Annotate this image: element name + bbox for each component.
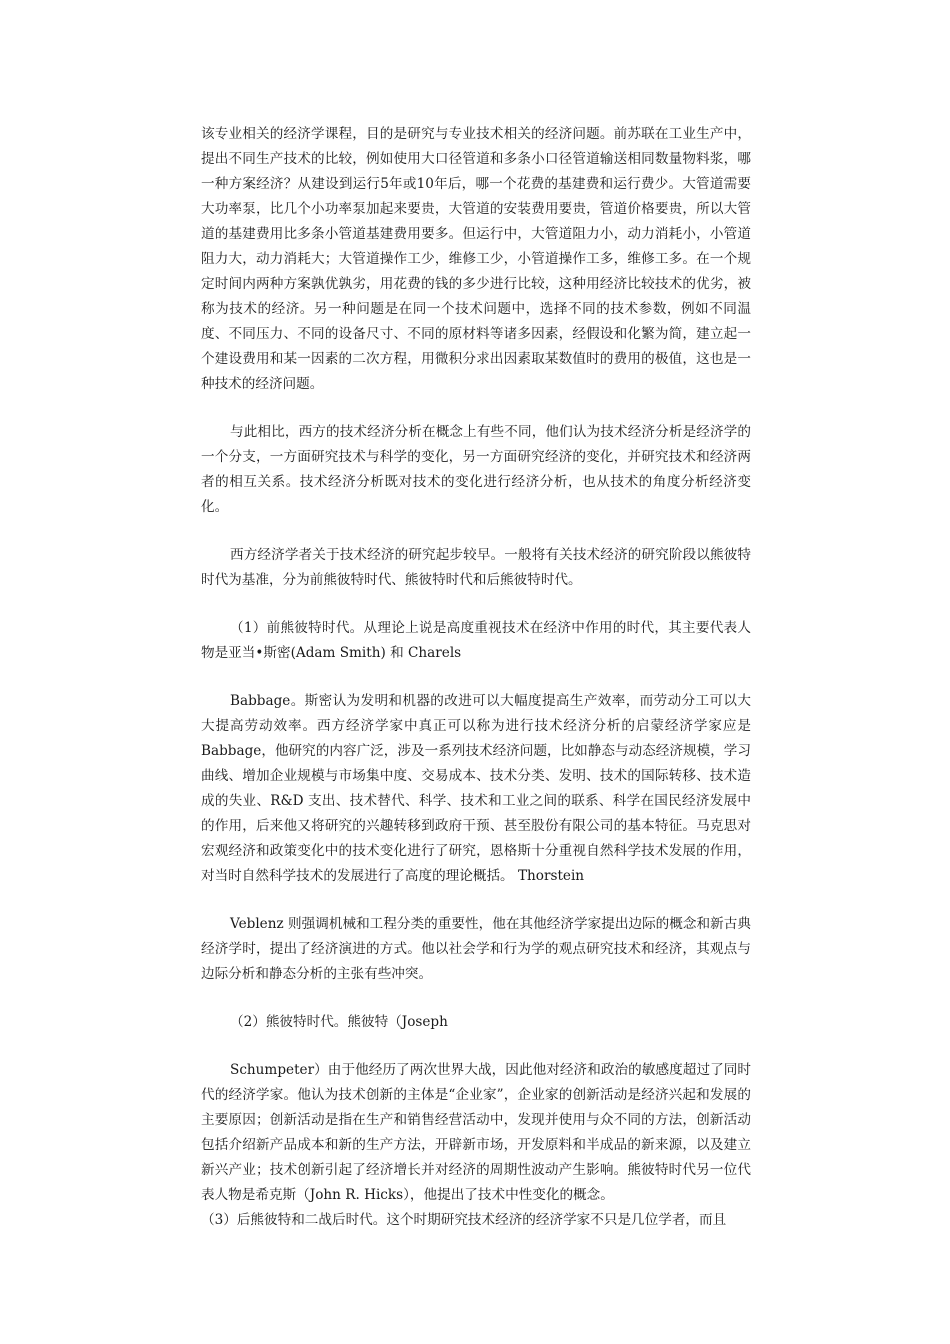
paragraph-veblen: Veblenz 则强调机械和工程分类的重要性，他在其他经济学家提出边际的概念和新古典经济学时，提出了经济演进的方式。他以社会学和行为学的观点研究技术和经济，其观点与边际分析和静态分析的主张有些冲突。: [201, 916, 751, 982]
paragraph-research-stages: 西方经济学者关于技术经济的研究起步较早。一般将有关技术经济的研究阶段以熊彼特时代为基准，分为前熊彼特时代、熊彼特时代和后熊彼特时代。: [201, 547, 751, 588]
paragraph-schumpeter: Schumpeter）由于他经历了两次世界大战，因此他对经济和政治的敏感度超过了同时代的经济学家。他认为技术创新的主体是“企业家”，企业家的创新活动是经济兴起和发展的主要原因；创新活动是指在生产和销售经营活动中，发现并使用与众不同的方法，创新活动包括介绍新产品成本和新的生产方法，开辟新市场，开发原料和半成品的新来源，以及建立新兴产业；技术创新引起了经济增长并对经济的周期性波动产生影响。熊彼特时代另一位代表人物是希克斯（John R. Hicks），他提出了技术中性变化的概念。: [201, 1062, 751, 1203]
paragraph-post-schumpeter: （3）后熊彼特和二战后时代。这个时期研究技术经济的经济学家不只是几位学者，而且: [201, 1212, 727, 1228]
paragraph-babbage: Babbage。斯密认为发明和机器的改进可以大幅度提高生产效率，而劳动分工可以大大提高劳动效率。西方经济学家中真正可以称为进行技术经济分析的启蒙经济学家应是 Babbage，他研究的内容广泛，涉及一系列技术经济问题，比如静态与动态经济规模，学习曲线、增加企业规模与市场集中度、交易成本、技术分类、发明、技术的国际转移、技术造成的失业、R&D 支出、技术替代、科学、技术和工业之间的联系、科学在国民经济发展中的作用，后来他又将研究的兴趣转移到政府干预、甚至股份有限公司的基本特征。马克思对宏观经济和政策变化中的技术变化进行了研究，恩格斯十分重视自然科学技术发展的作用，对当时自然科学技术的发展进行了高度的理论概括。 Thorstein: [201, 693, 751, 884]
document-body: [201, 122, 751, 1233]
paragraph-pre-schumpeter-intro: （1）前熊彼特时代。从理论上说是高度重视技术在经济中作用的时代，其主要代表人物是亚当•斯密(Adam Smith) 和 Charels: [201, 620, 751, 661]
paragraph-schumpeter-intro: （2）熊彼特时代。熊彼特（Joseph: [230, 1014, 448, 1030]
paragraph-pipeline-economics: 该专业相关的经济学课程，目的是研究与专业技术相关的经济问题。前苏联在工业生产中，提出不同生产技术的比较，例如使用大口径管道和多条小口径管道输送相同数量物料浆，哪一种方案经济？从建设到运行5年或10年后，哪一个花费的基建费和运行费少。大管道需要大功率泵，比几个小功率泵加起来要贵，大管道的安装费用要贵，管道价格要贵，所以大管道的基建费用比多条小管道基建费用要多。但运行中，大管道阻力小，动力消耗小，小管道阻力大，动力消耗大；大管道操作工少，维修工少，小管道操作工多，维修工多。在一个规定时间内两种方案孰优孰劣，用花费的钱的多少进行比较，这种用经济比较技术的优劣，被称为技术的经济。另一种问题是在同一个技术问题中，选择不同的技术参数，例如不同温度、不同压力、不同的设备尺寸、不同的原材料等诸多因素，经假设和化繁为简，建立起一个建设费用和某一因素的二次方程，用微积分求出因素取某数值时的费用的极值，这也是一种技术的经济问题。: [201, 126, 751, 392]
paragraph-western-analysis: 与此相比，西方的技术经济分析在概念上有些不同，他们认为技术经济分析是经济学的一个分支，一方面研究技术与科学的变化，另一方面研究经济的变化，并研究技术和经济两者的相互关系。技术经济分析既对技术的变化进行经济分析，也从技术的角度分析经济变化。: [201, 424, 751, 515]
